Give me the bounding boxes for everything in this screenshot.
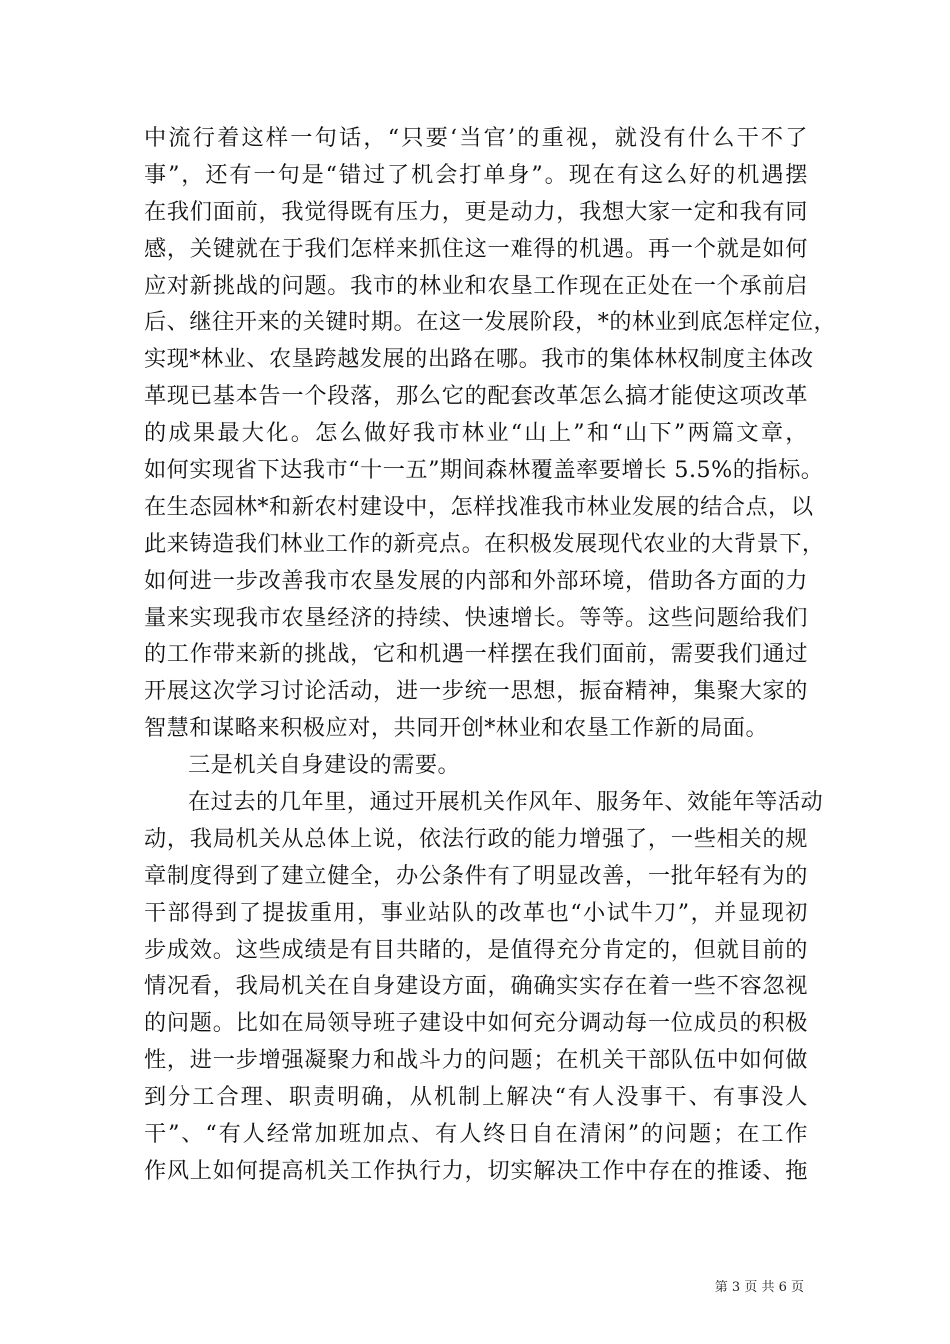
text-line: 在我们面前，我觉得既有压力，更是动力，我想大家一定和我有同 (144, 198, 808, 225)
text-line: 后、继往开来的关键时期。在这一发展阶段，*的林业到底怎样定位， (144, 309, 837, 336)
text-line: 在生态园林*和新农村建设中，怎样找准我市林业发展的结合点，以 (144, 493, 814, 520)
text-line: 情况看，我局机关在自身建设方面，确确实实存在着一些不容忽视 (144, 973, 808, 1000)
text-line: 动，我局机关从总体上说，依法行政的能力增强了，一些相关的规 (144, 825, 808, 852)
text-line: 如何进一步改善我市农垦发展的内部和外部环境，借助各方面的力 (144, 567, 808, 594)
text-line: 的问题。比如在局领导班子建设中如何充分调动每一位成员的积极 (144, 1010, 808, 1037)
text-line: 感，关键就在于我们怎样来抓住这一难得的机遇。再一个就是如何 (144, 235, 808, 262)
page-number: 第 3 页 共 6 页 (714, 1280, 804, 1295)
text-line: 性，进一步增强凝聚力和战斗力的问题；在机关干部队伍中如何做 (144, 1047, 808, 1074)
text-line: 的工作带来新的挑战，它和机遇一样摆在我们面前，需要我们通过 (144, 641, 808, 668)
text-line: 干部得到了提拔重用，事业站队的改革也“小试牛刀”，并显现初 (144, 899, 808, 926)
text-line: 智慧和谋略来积极应对，共同开创*林业和农垦工作新的局面。 (144, 715, 769, 742)
text-line: 在过去的几年里，通过开展机关作风年、服务年、效能年等活动 (188, 789, 824, 816)
text-line: 实现*林业、农垦跨越发展的出路在哪。我市的集体林权制度主体改 (144, 346, 814, 373)
text-line: 事”，还有一句是“错过了机会打单身”。现在有这么好的机遇摆 (144, 161, 808, 188)
text-line: 此来铸造我们林业工作的新亮点。在积极发展现代农业的大背景下， (144, 530, 825, 557)
text-line: 到分工合理、职责明确，从机制上解决“有人没事干、有事没人 (144, 1084, 808, 1111)
text-line: 如何实现省下达我市“十一五”期间森林覆盖率要增长 5.5%的指标。 (144, 457, 824, 484)
text-line: 应对新挑战的问题。我市的林业和农垦工作现在正处在一个承前启 (144, 272, 808, 299)
text-line: 开展这次学习讨论活动，进一步统一思想，振奋精神，集聚大家的 (144, 678, 808, 705)
text-line: 章制度得到了建立健全，办公条件有了明显改善，一批年轻有为的 (144, 862, 808, 889)
text-line: 革现已基本告一个段落，那么它的配套改革怎么搞才能使这项改革 (144, 383, 808, 410)
text-line: 步成效。这些成绩是有目共睹的，是值得充分肯定的，但就目前的 (144, 936, 808, 963)
text-line: 的成果最大化。怎么做好我市林业“山上”和“山下”两篇文章， (144, 420, 808, 447)
text-line: 干”、“有人经常加班加点、有人终日自在清闲”的问题；在工作 (144, 1121, 808, 1148)
section-heading: 三是机关自身建设的需要。 (188, 752, 461, 779)
text-line: 中流行着这样一句话，“只要‘当官’的重视，就没有什么干不了 (144, 125, 808, 151)
text-line: 量来实现我市农垦经济的持续、快速增长。等等。这些问题给我们 (144, 604, 808, 631)
body-text (144, 120, 837, 1190)
text-line: 作风上如何提高机关工作执行力，切实解决工作中存在的推诿、拖 (144, 1157, 808, 1184)
